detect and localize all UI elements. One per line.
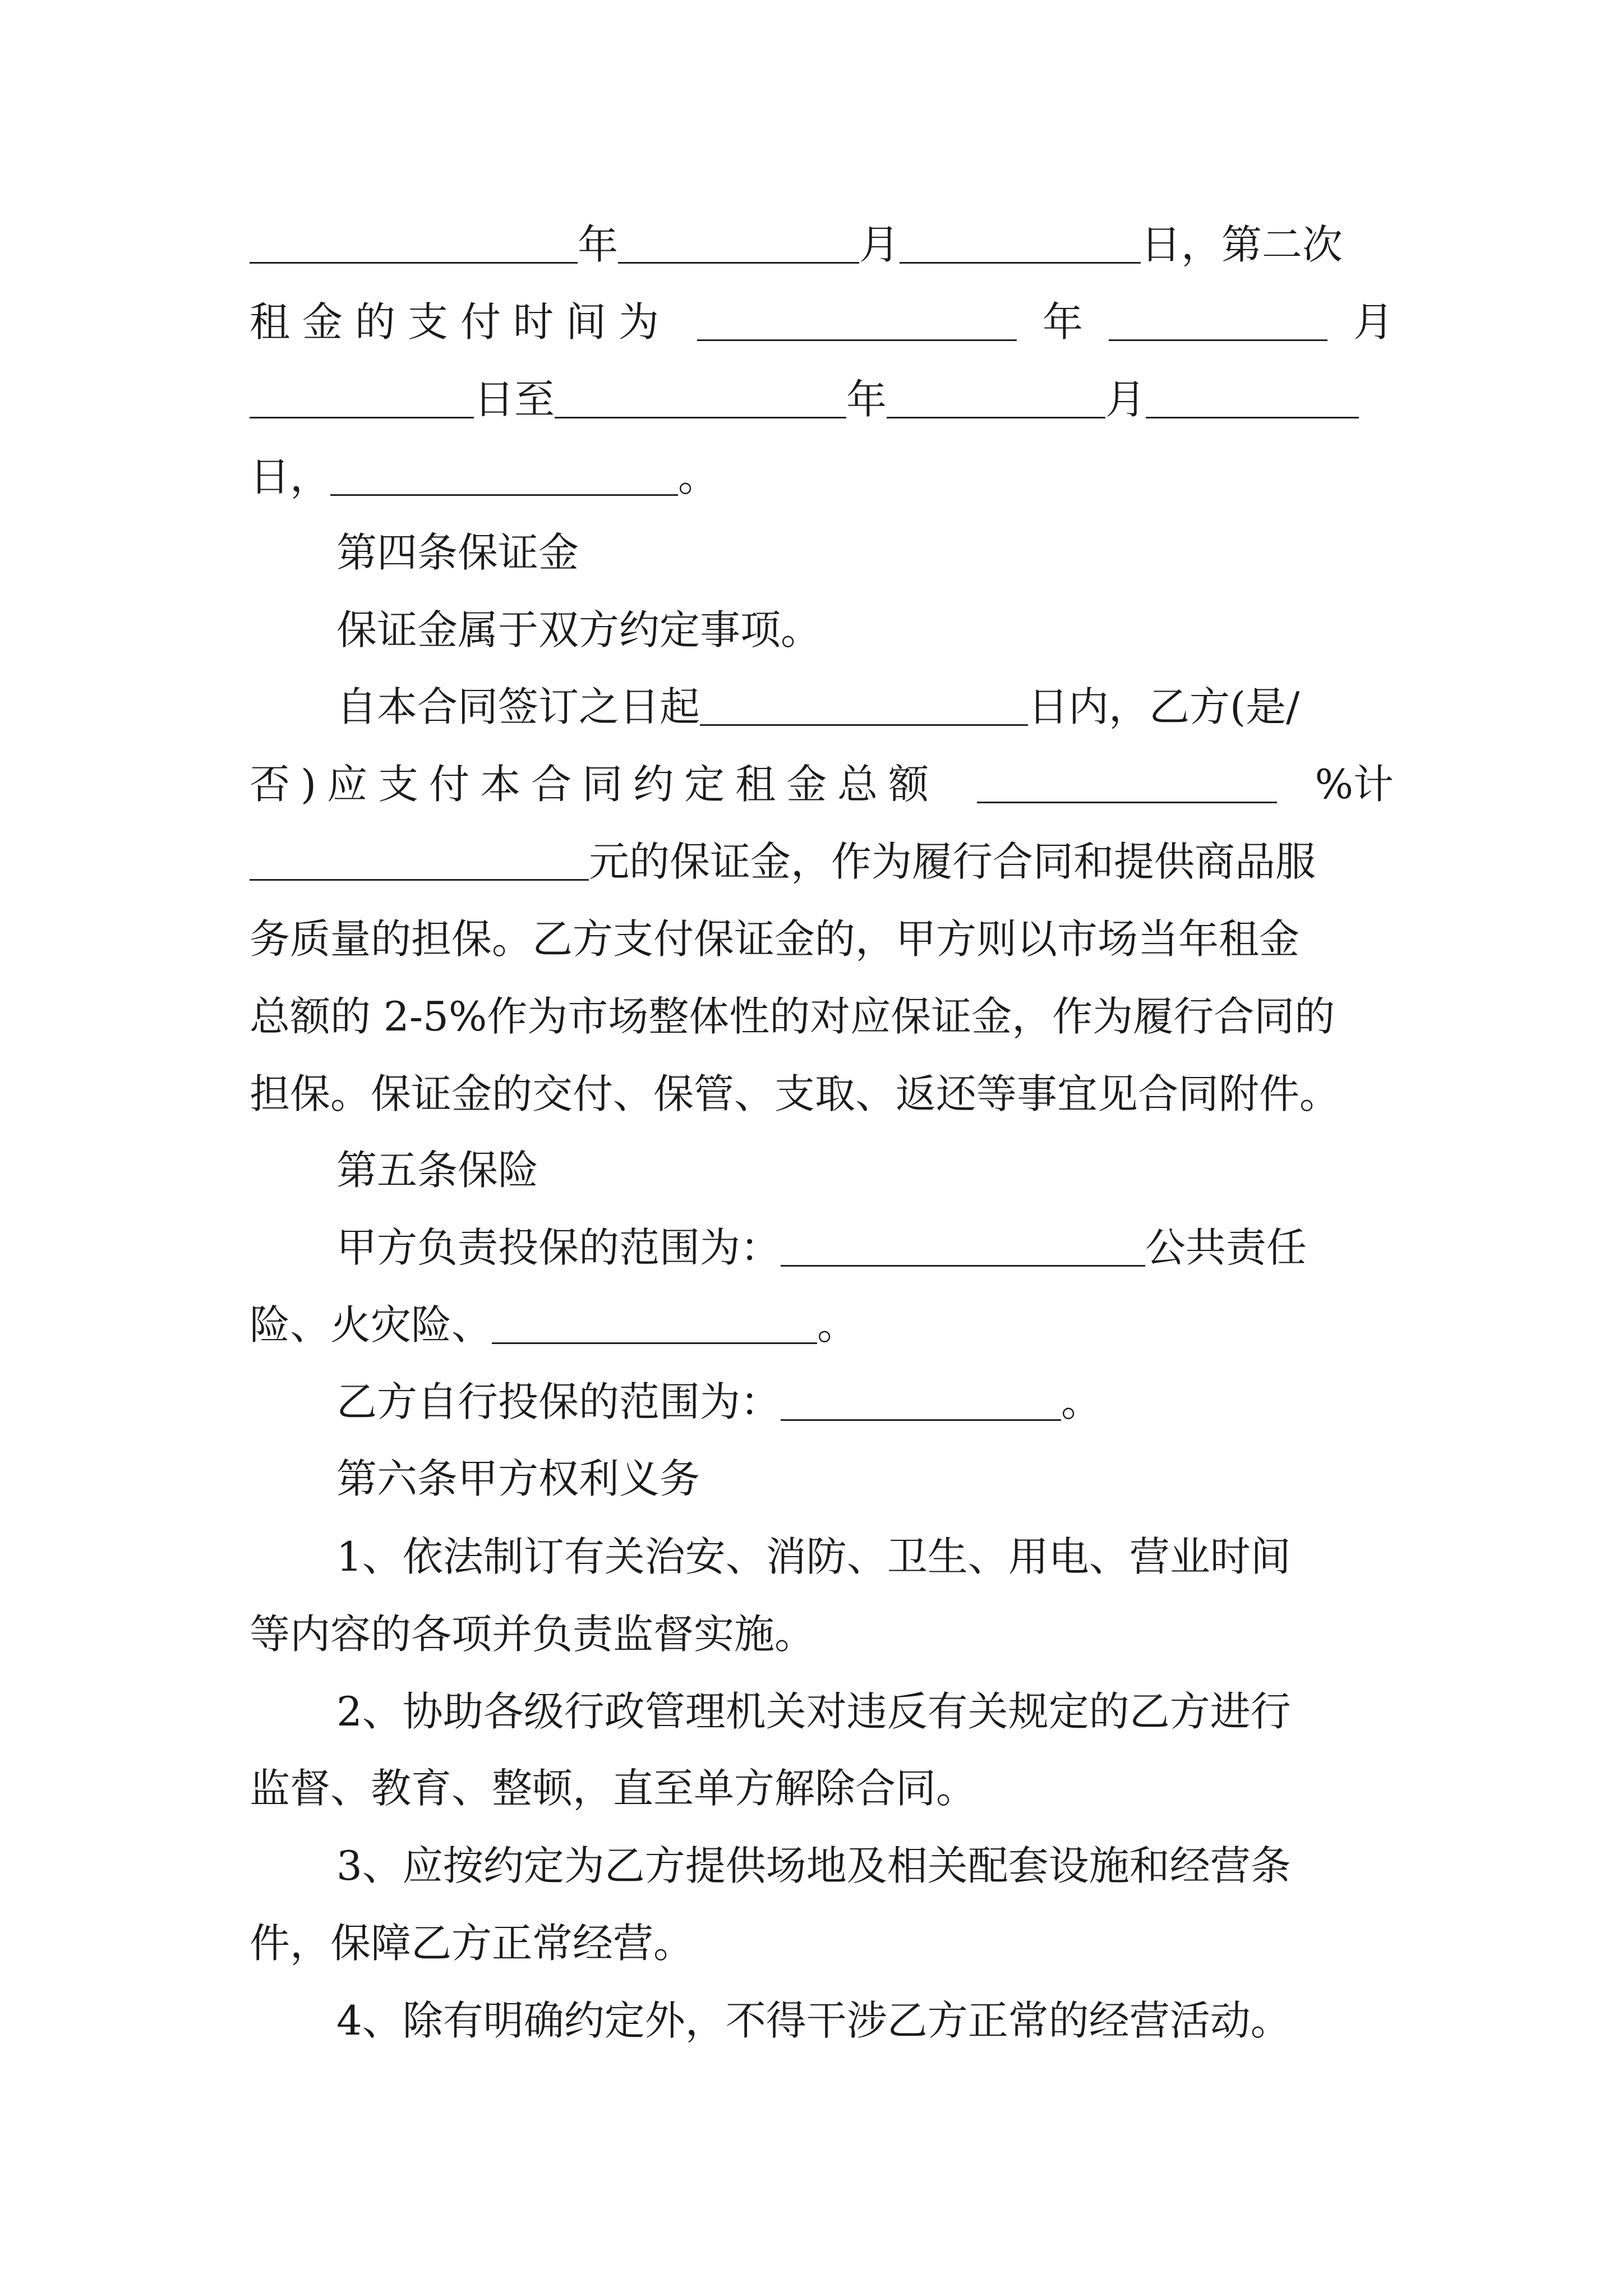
- article-4-paragraph-4: [250, 828, 1394, 895]
- article-5-p1-text-a: 甲方负责投保的范围为：: [336, 1224, 781, 1271]
- fill-blank[interactable]: [781, 1264, 1145, 1267]
- article-5-paragraph-3: [336, 1368, 1394, 1435]
- article-6-item-4: [336, 1987, 1394, 2054]
- article-6-item-3-cont: [250, 1910, 1394, 1977]
- year-label: 年: [1042, 298, 1083, 346]
- article-4-paragraph-2: [336, 673, 1394, 740]
- article-6-title: [336, 1445, 1394, 1512]
- fill-blank[interactable]: [618, 261, 859, 264]
- fill-blank[interactable]: [330, 494, 678, 496]
- period-mark: 。: [817, 1301, 858, 1349]
- fill-blank[interactable]: [887, 416, 1105, 418]
- article-6-item-1-cont-text: 等内容的各项并负责监督实施。: [250, 1611, 815, 1658]
- article-4-p7-text: 担保。保证金的交付、保管、支取、返还等事宜见合同附件。: [250, 1070, 1340, 1117]
- fill-blank[interactable]: [492, 1342, 817, 1344]
- payment-date-line-4: [250, 443, 1394, 510]
- fill-blank[interactable]: [1146, 416, 1359, 418]
- fill-blank[interactable]: [697, 339, 1017, 341]
- article-6-item-3-text: 3、应按约定为乙方提供场地及相关配套设施和经营条: [336, 1842, 1291, 1889]
- payment-date-line-3: [250, 366, 1394, 433]
- article-4-paragraph-6: [250, 983, 1394, 1050]
- year-label: 年: [846, 376, 887, 423]
- fill-blank[interactable]: [900, 261, 1141, 264]
- second-payment-time-label: 租金的支付时间为: [250, 298, 672, 346]
- payment-date-line-2: [250, 288, 1394, 356]
- month-label: 月: [859, 221, 900, 268]
- article-5-title-text: 第五条保险: [336, 1147, 539, 1194]
- article-6-item-3-cont-text: 件，保障乙方正常经营。: [250, 1920, 694, 1967]
- fill-blank[interactable]: [250, 261, 578, 264]
- article-4-paragraph-3: [250, 751, 1394, 818]
- article-5-title: [336, 1137, 1394, 1204]
- article-6-item-3: [336, 1832, 1394, 1899]
- article-6-item-2: [336, 1678, 1394, 1745]
- article-4-p5-text: 务质量的担保。乙方支付保证金的，甲方则以市场当年租金: [250, 915, 1300, 963]
- article-4-p4-text: 元的保证金，作为履行合同和提供商品服: [589, 838, 1316, 885]
- day-label: 日，: [250, 453, 331, 500]
- article-4-p3-text-b: %计: [1315, 761, 1394, 808]
- article-4-paragraph-5: [250, 905, 1394, 973]
- article-4-title: [336, 519, 1394, 586]
- article-6-item-2-cont-text: 监督、教育、整顿，直至单方解除合同。: [250, 1765, 977, 1812]
- article-4-p6-text: 总额的 2-5%作为市场整体性的对应保证金，作为履行合同的: [250, 993, 1335, 1040]
- period-mark: 。: [1061, 1378, 1102, 1425]
- month-label: 月: [1353, 298, 1394, 346]
- article-6-title-text: 第六条甲方权利义务: [336, 1455, 700, 1502]
- article-6-item-4-text: 4、除有明确约定外，不得干涉乙方正常的经营活动。: [336, 1997, 1291, 2044]
- article-6-item-1-cont: [250, 1600, 1394, 1668]
- article-4-p3-text-a: 否)应支付本合同约定租金总额: [250, 761, 940, 808]
- article-6-item-1: [336, 1523, 1394, 1590]
- fill-blank[interactable]: [555, 416, 846, 418]
- year-label: 年: [578, 221, 619, 268]
- article-4-p2-text-a: 自本合同签订之日起: [336, 683, 700, 730]
- article-5-paragraph-2: [250, 1291, 1394, 1359]
- article-4-title-text: 第四条保证金: [336, 529, 579, 576]
- period-mark: 。: [678, 453, 719, 500]
- article-4-p2-text-b: 日内，乙方(是/: [1028, 683, 1300, 730]
- article-4-paragraph-1: [336, 596, 1394, 664]
- article-5-p3-text-a: 乙方自行投保的范围为：: [336, 1378, 781, 1425]
- month-label: 月: [1105, 376, 1146, 423]
- article-6-item-2-text: 2、协助各级行政管理机关对违反有关规定的乙方进行: [336, 1688, 1291, 1735]
- day-to-label: 日至: [474, 376, 555, 423]
- payment-date-line-1: [250, 211, 1394, 278]
- fill-blank[interactable]: [250, 878, 589, 881]
- day-second-label: 日，第二次: [1141, 221, 1343, 268]
- article-6-item-2-cont: [250, 1755, 1394, 1822]
- fill-blank[interactable]: [250, 416, 474, 418]
- fill-blank[interactable]: [977, 801, 1277, 803]
- article-4-p1-text: 保证金属于双方约定事项。: [336, 606, 822, 654]
- article-5-p1-text-b: 公共责任: [1145, 1224, 1307, 1271]
- fill-blank[interactable]: [1109, 339, 1327, 341]
- fill-blank[interactable]: [700, 724, 1028, 726]
- article-5-paragraph-1: [336, 1214, 1394, 1281]
- article-5-p2-text-a: 险、火灾险、: [250, 1301, 492, 1349]
- article-4-paragraph-7: [250, 1060, 1394, 1128]
- article-6-item-1-text: 1、依法制订有关治安、消防、卫生、用电、营业时间: [336, 1533, 1291, 1580]
- fill-blank[interactable]: [781, 1419, 1061, 1421]
